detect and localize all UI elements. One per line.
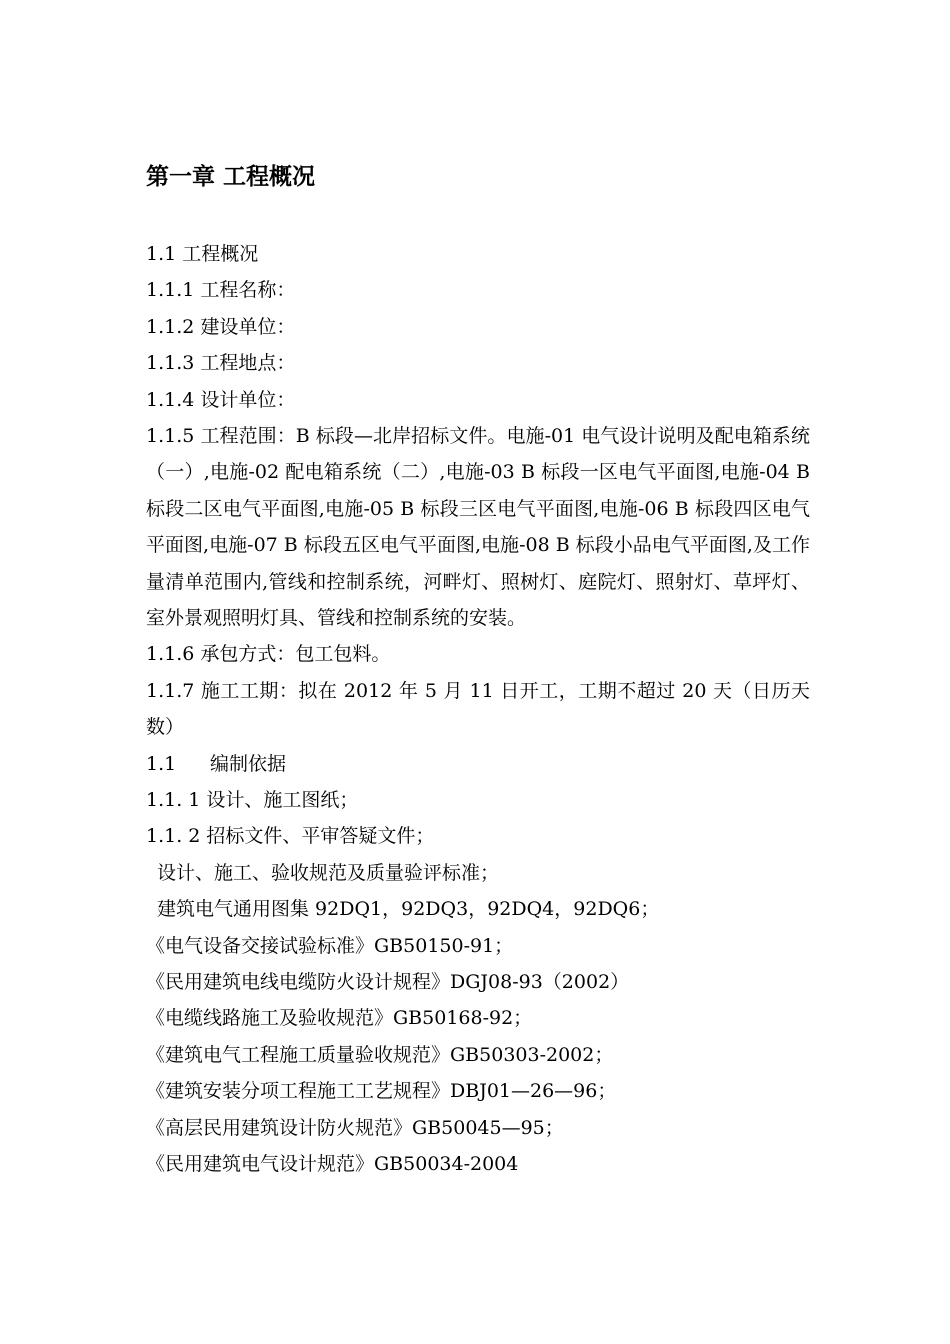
basis-item: 《电缆线路施工及验收规范》GB50168-92； xyxy=(146,1007,533,1030)
document-body xyxy=(146,236,810,1182)
owner-line: 1.1.2 建设单位： xyxy=(146,315,296,338)
basis-item: 《民用建筑电气设计规范》GB50034-2004 xyxy=(146,1152,519,1175)
basis-section-title: 编制依据 xyxy=(210,752,287,775)
basis-section-number: 1.1 xyxy=(146,752,177,775)
basis-item: 《民用建筑电线电缆防火设计规程》DGJ08-93（2002） xyxy=(146,970,630,993)
basis-item: 1.1. 1 设计、施工图纸； xyxy=(146,788,359,811)
chapter-title: 第一章 工程概况 xyxy=(146,164,316,190)
basis-item: 建筑电气通用图集 92DQ1，92DQ3，92DQ4，92DQ6； xyxy=(157,898,660,921)
contract-mode-line: 1.1.6 承包方式：包工包料。 xyxy=(146,643,391,666)
designer-line: 1.1.4 设计单位： xyxy=(146,388,296,411)
basis-item: 1.1. 2 招标文件、平审答疑文件； xyxy=(146,825,435,848)
basis-item: 《建筑安装分项工程施工工艺规程》DBJ01—26—96； xyxy=(146,1080,617,1103)
basis-item: 《高层民用建筑设计防火规范》GB50045—95； xyxy=(146,1116,564,1139)
basis-item: 《建筑电气工程施工质量验收规范》GB50303-2002； xyxy=(146,1043,614,1066)
project-name-line: 1.1.1 工程名称： xyxy=(146,279,296,302)
basis-item: 设计、施工、验收规范及质量验评标准； xyxy=(157,861,500,884)
section-heading: 1.1 工程概况 xyxy=(146,243,259,265)
schedule-paragraph: 1.1.7 施工工期：拟在 2012 年 5 月 11 日开工，工期不超过 20 天（日历天数） xyxy=(146,679,810,739)
basis-item: 《电气设备交接试验标准》GB50150-91； xyxy=(146,934,514,957)
location-line: 1.1.3 工程地点： xyxy=(146,352,296,375)
basis-heading xyxy=(146,746,810,782)
scope-paragraph: 1.1.5 工程范围：B 标段—北岸招标文件。电施-01 电气设计说明及配电箱系统（一）,电施-02 配电箱系统（二）,电施-03 B 标段一区电气平面图,电施-04 B 标段二区电气平面图,电施-05 B 标段三区电气平面图,电施-06 B 标段四区电气平面图,电施-07 B 标段五区电气平面图,电施-08 B 标段小品电气平面图,及工作量清单范围内,管线和控制系统，河畔灯、照树灯、庭院灯、照射灯、草坪灯、室外景观照明灯具、管线和控制系统的安装。 xyxy=(146,424,810,629)
